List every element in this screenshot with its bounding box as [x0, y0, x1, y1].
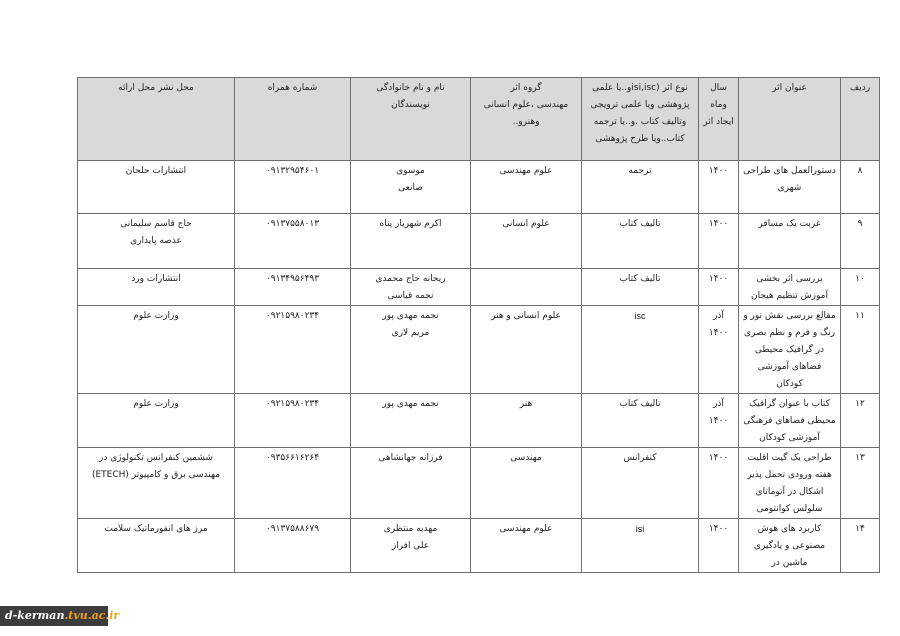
cell-phone: ۰۹۲۱۵۹۸۰۲۳۴	[235, 306, 351, 394]
header-year: سال وماه ایجاد اثر	[699, 78, 739, 161]
table-row	[78, 306, 880, 394]
cell-year: ۱۴۰۰	[699, 214, 739, 269]
cell-group	[471, 269, 582, 306]
cell-group: علوم مهندسی	[471, 161, 582, 214]
cell-phone: ۰۹۳۵۶۶۱۶۲۶۴	[235, 448, 351, 519]
cell-year: ۱۴۰۰	[699, 161, 739, 214]
cell-authors: مهدیه منتظری علی افراز	[351, 519, 471, 573]
cell-row-number: ۸	[841, 161, 880, 214]
cell-row-number: ۱۲	[841, 394, 880, 448]
cell-type: isc	[582, 306, 699, 394]
cell-title: کتاب با عنوان گرافیک محیطی فضاهای فرهنگی آموزشی کودکان	[739, 394, 841, 448]
table-row	[78, 269, 880, 306]
cell-title: دستورالعمل های طراحی شهری	[739, 161, 841, 214]
table-row	[78, 394, 880, 448]
cell-phone: ۰۹۱۳۴۹۵۶۴۹۳	[235, 269, 351, 306]
header-type: نوع اثر (isi,iscو..یا علمی پژوهشی ویا علمی ترویجی وتالیف کتاب .و..یا ترجمه کتاب..ویا طرح پژوهشی	[582, 78, 699, 161]
cell-authors: نجمه مهدی پور	[351, 394, 471, 448]
watermark-domain-prefix: d-kerman	[5, 609, 65, 622]
header-phone: شماره همراه	[235, 78, 351, 161]
cell-type: تالیف کتاب	[582, 269, 699, 306]
cell-type: تالیف کتاب	[582, 214, 699, 269]
cell-group: مهندسی	[471, 448, 582, 519]
cell-venue: ششمین کنفرانس تکنولوژی در مهندسی برق و کامپیوتر (ETECH)	[78, 448, 235, 519]
cell-type: تالیف کتاب	[582, 394, 699, 448]
cell-group: هنر	[471, 394, 582, 448]
watermark-domain-suffix: .tvu.ac.ir	[64, 609, 120, 622]
cell-year: ۱۴۰۰	[699, 269, 739, 306]
research-works-table	[77, 77, 880, 573]
table-row	[78, 214, 880, 269]
table-row	[78, 161, 880, 214]
header-title: عنوان اثر	[739, 78, 841, 161]
cell-title: کاربرد های هوش مصنوعی و یادگیری ماشین در	[739, 519, 841, 573]
cell-venue: مرز های انفورماتیک سلامت	[78, 519, 235, 573]
table-row	[78, 519, 880, 573]
cell-phone: ۰۹۲۱۵۹۸۰۲۳۴	[235, 394, 351, 448]
table-header-row	[78, 78, 880, 161]
cell-year: آذر ۱۴۰۰	[699, 306, 739, 394]
cell-phone: ۰۹۱۳۷۵۵۸۰۱۳	[235, 214, 351, 269]
cell-authors: ریحانه حاج محمدی نجمه قیاسی	[351, 269, 471, 306]
cell-venue: وزارت علوم	[78, 306, 235, 394]
header-authors: نام و نام خانوادگی نویسندگان	[351, 78, 471, 161]
cell-row-number: ۱۰	[841, 269, 880, 306]
cell-type: ترجمه	[582, 161, 699, 214]
cell-group: علوم مهندسی	[471, 519, 582, 573]
header-row-number: ردیف	[841, 78, 880, 161]
cell-venue: وزارت علوم	[78, 394, 235, 448]
cell-group: علوم انسانی و هنر	[471, 306, 582, 394]
cell-row-number: ۹	[841, 214, 880, 269]
cell-authors: نجمه مهدی پور مریم لاری	[351, 306, 471, 394]
cell-venue: حاج قاسم سلیمانی عذصه پایداری	[78, 214, 235, 269]
cell-title: مقالع بررسی نقش نور و رنگ و فرم و نظم بصری در گرافیک محیطی فضاهای آموزشی کودکان	[739, 306, 841, 394]
cell-phone: ۰۹۱۳۲۹۵۴۶۰۱	[235, 161, 351, 214]
cell-year: ۱۴۰۰	[699, 519, 739, 573]
cell-year: ۱۴۰۰	[699, 448, 739, 519]
cell-venue: انتشارات حلحان	[78, 161, 235, 214]
cell-type: isi	[582, 519, 699, 573]
cell-group: علوم انسانی	[471, 214, 582, 269]
cell-row-number: ۱۳	[841, 448, 880, 519]
cell-phone: ۰۹۱۳۷۵۸۸۶۷۹	[235, 519, 351, 573]
cell-authors: اکرم شهریار پناه	[351, 214, 471, 269]
cell-title: طراحی یک گیت اقلیت هفته ورودی تحمل پذیر اشکال در آتوماتای سلولس کوانتومی	[739, 448, 841, 519]
cell-year: آذر ۱۴۰۰	[699, 394, 739, 448]
cell-authors: موسوی صانعی	[351, 161, 471, 214]
cell-title: بررسی اثر بخشی آموزش تنظیم هیجان	[739, 269, 841, 306]
header-group: گروه اثر مهندسی ،علوم انسانی وهنرو..	[471, 78, 582, 161]
table-row	[78, 448, 880, 519]
cell-authors: فرزانه جهانشاهی	[351, 448, 471, 519]
header-venue: محل نشر محل ارائه	[78, 78, 235, 161]
cell-row-number: ۱۱	[841, 306, 880, 394]
cell-type: کنفرانس	[582, 448, 699, 519]
site-watermark-logo[interactable]	[0, 606, 120, 626]
cell-venue: انتشارات ورد	[78, 269, 235, 306]
cell-title: غربت یک مسافر	[739, 214, 841, 269]
cell-row-number: ۱۴	[841, 519, 880, 573]
